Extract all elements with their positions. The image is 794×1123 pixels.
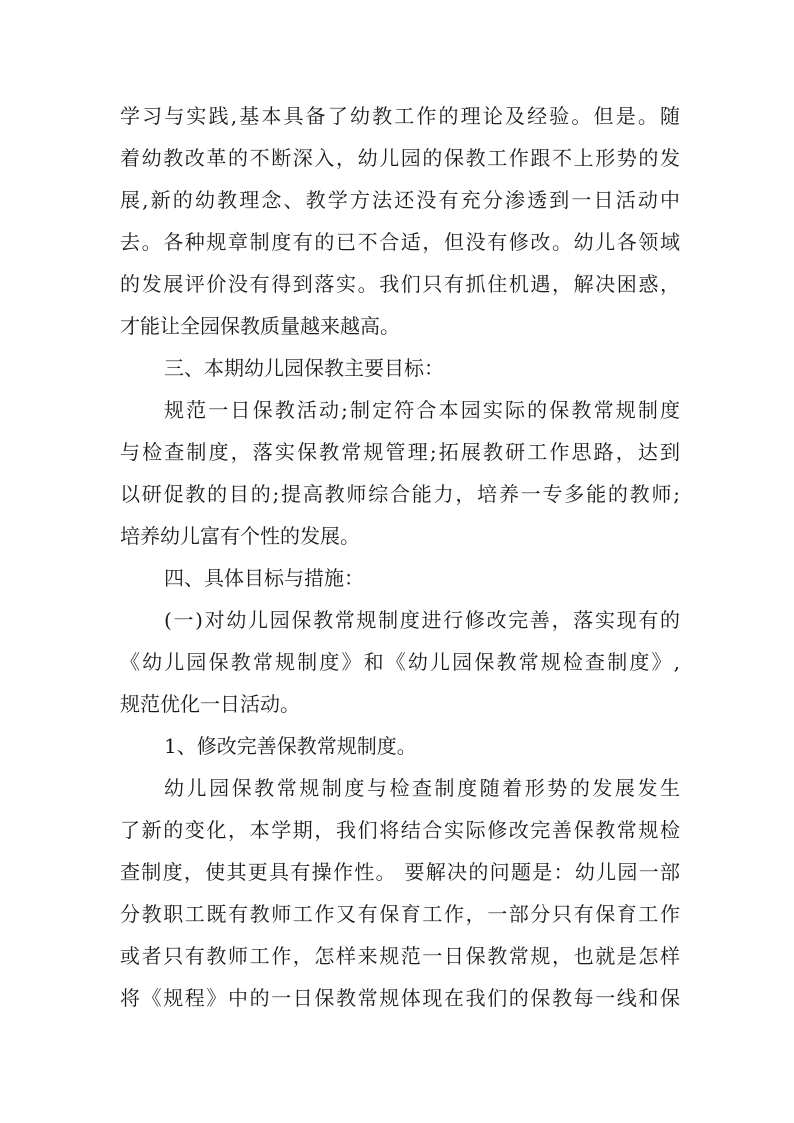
text-line: 幼儿园保教常规制度与检查制度随着形势的发展发生: [164, 776, 680, 800]
section-heading: 四、具体目标与措施：: [164, 566, 364, 590]
text-line: (一)对幼儿园保教常规制度进行修改完善，落实现有的: [164, 608, 680, 632]
document-page: [120, 95, 680, 1019]
text-line: 展,新的幼教理念、教学方法还没有充分渗透到一日活动中: [120, 188, 680, 212]
text-line: 将《规程》中的一日保教常规体现在我们的保教每一线和保: [120, 986, 680, 1010]
text-line: 《幼儿园保教常规制度》和《幼儿园保教常规检查制度》,: [120, 650, 680, 674]
section-heading: 三、本期幼儿园保教主要目标：: [164, 356, 444, 380]
text-line: 培养幼儿富有个性的发展。: [120, 524, 360, 548]
text-line: 的发展评价没有得到落实。我们只有抓住机遇，解决困惑，: [120, 272, 680, 296]
text-line: 着幼教改革的不断深入，幼儿园的保教工作跟不上形势的发: [120, 146, 680, 170]
text-line: 才能让全园保教质量越来越高。: [120, 314, 400, 338]
text-line: 或者只有教师工作，怎样来规范一日保教常规，也就是怎样: [120, 944, 680, 968]
text-line: 规范优化一日活动。: [120, 692, 300, 716]
text-line: 学习与实践,基本具备了幼教工作的理论及经验。但是。随: [120, 104, 680, 128]
text-line: 以研促教的目的;提高教师综合能力，培养一专多能的教师;: [120, 482, 680, 506]
text-line: 了新的变化，本学期，我们将结合实际修改完善保教常规检: [120, 818, 680, 842]
text-line: 去。各种规章制度有的已不合适，但没有修改。幼儿各领域: [120, 230, 680, 254]
text-line: 查制度，使其更具有操作性。 要解决的问题是：幼儿园一部: [120, 860, 680, 884]
text-line: 分教职工既有教师工作又有保育工作，一部分只有保育工作: [120, 902, 680, 926]
text-line: 与检查制度，落实保教常规管理;拓展教研工作思路，达到: [120, 440, 680, 464]
subsection-heading: 1、修改完善保教常规制度。: [164, 734, 417, 758]
text-line: 规范一日保教活动;制定符合本园实际的保教常规制度: [164, 398, 680, 422]
